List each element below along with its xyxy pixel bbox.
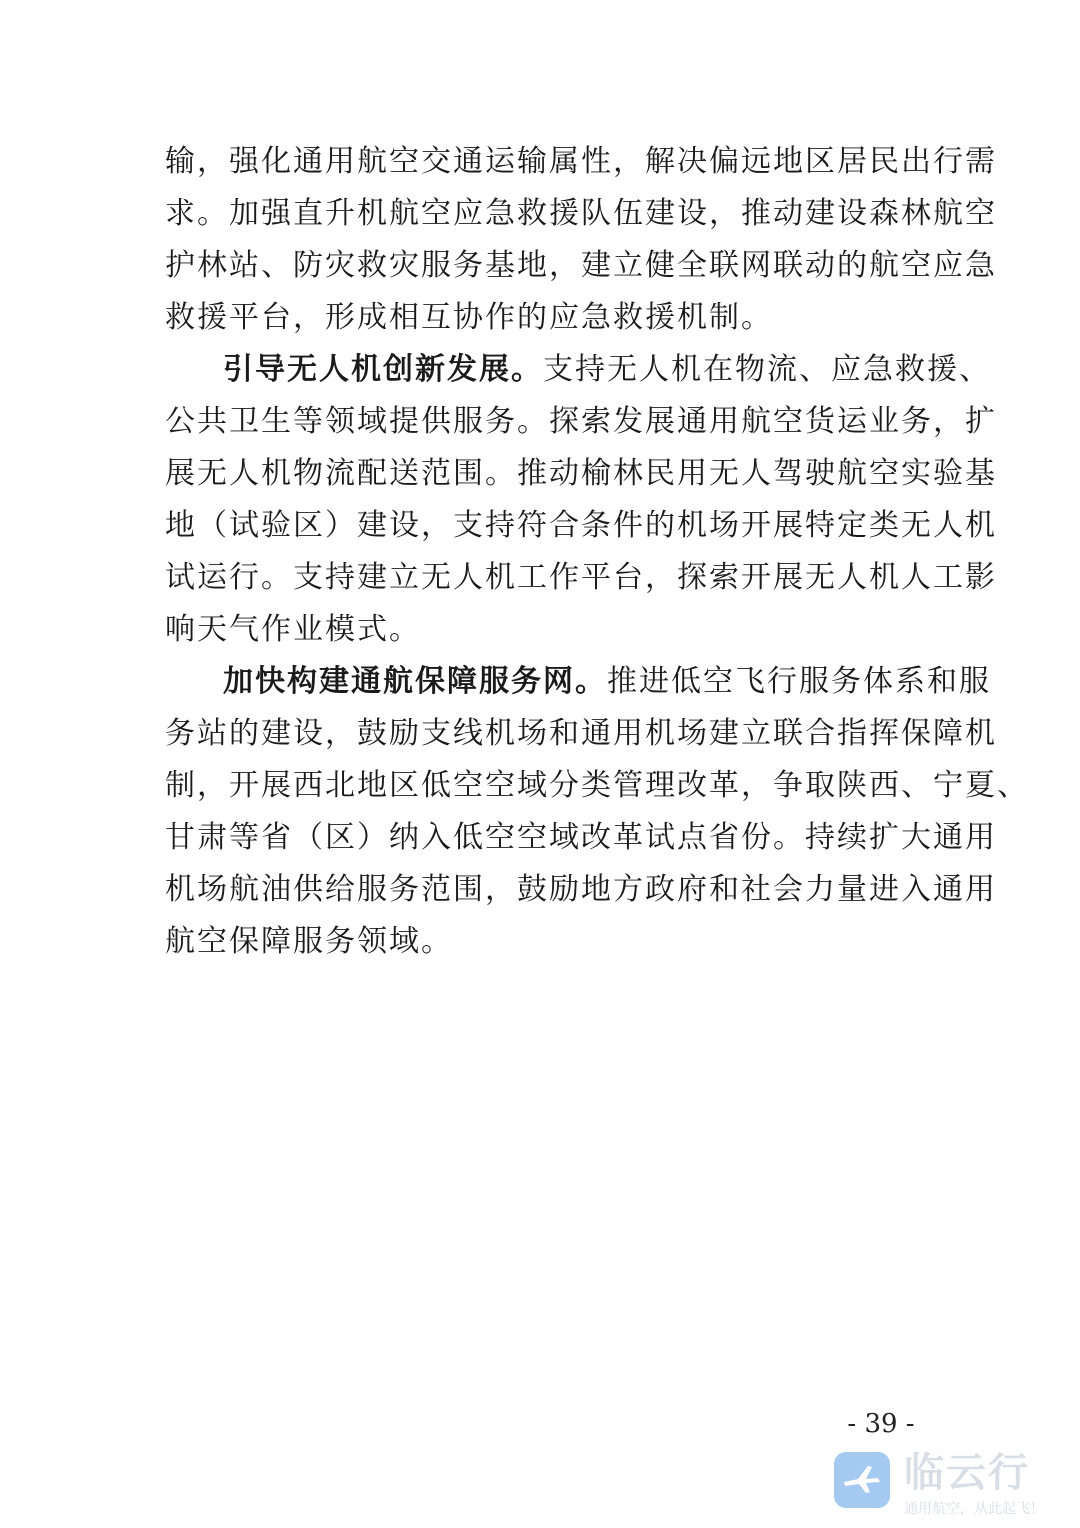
- airplane-icon: [834, 1452, 890, 1508]
- paragraph-heading: 引导无人机创新发展。: [223, 352, 543, 387]
- watermark-title: 临云行: [904, 1450, 1030, 1496]
- text-line: 救援平台，形成相互协作的应急救援机制。: [165, 300, 773, 335]
- text-line: 公共卫生等领域提供服务。探索发展通用航空货运业务，扩: [165, 404, 997, 439]
- text-line: 甘肃等省（区）纳入低空空域改革试点省份。持续扩大通用: [165, 820, 997, 855]
- text-run: 支持无人机在物流、应急救援、: [543, 352, 991, 387]
- text-line: 制，开展西北地区低空空域分类管理改革，争取陕西、宁夏、: [165, 768, 1029, 803]
- text-line: [165, 344, 991, 396]
- paragraph-3: [165, 656, 1029, 968]
- text-line: 求。加强直升机航空应急救援队伍建设，推动建设森林航空: [165, 196, 997, 231]
- text-line: 航空保障服务领域。: [165, 924, 453, 959]
- page-number: - 39 -: [847, 1409, 915, 1439]
- document-body: [165, 136, 1029, 968]
- watermark-subtitle: 通用航空，从此起飞！: [904, 1501, 1044, 1517]
- text-line: 响天气作业模式。: [165, 612, 421, 647]
- text-line: 试运行。支持建立无人机工作平台，探索开展无人机人工影: [165, 560, 997, 595]
- text-run: 推进低空飞行服务体系和服: [607, 664, 991, 699]
- paragraph-1: [165, 136, 997, 344]
- text-line: 输，强化通用航空交通运输属性，解决偏远地区居民出行需: [165, 144, 997, 179]
- text-line: 机场航油供给服务范围，鼓励地方政府和社会力量进入通用: [165, 872, 997, 907]
- paragraph-heading: 加快构建通航保障服务网。: [223, 664, 607, 699]
- watermark-logo: [834, 1448, 1044, 1524]
- text-line: 护林站、防灾救灾服务基地，建立健全联网联动的航空应急: [165, 248, 997, 283]
- text-line: [165, 656, 991, 708]
- text-line: 务站的建设，鼓励支线机场和通用机场建立联合指挥保障机: [165, 716, 997, 751]
- text-line: 展无人机物流配送范围。推动榆林民用无人驾驶航空实验基: [165, 456, 997, 491]
- paragraph-2: [165, 344, 997, 656]
- text-line: 地（试验区）建设，支持符合条件的机场开展特定类无人机: [165, 508, 997, 543]
